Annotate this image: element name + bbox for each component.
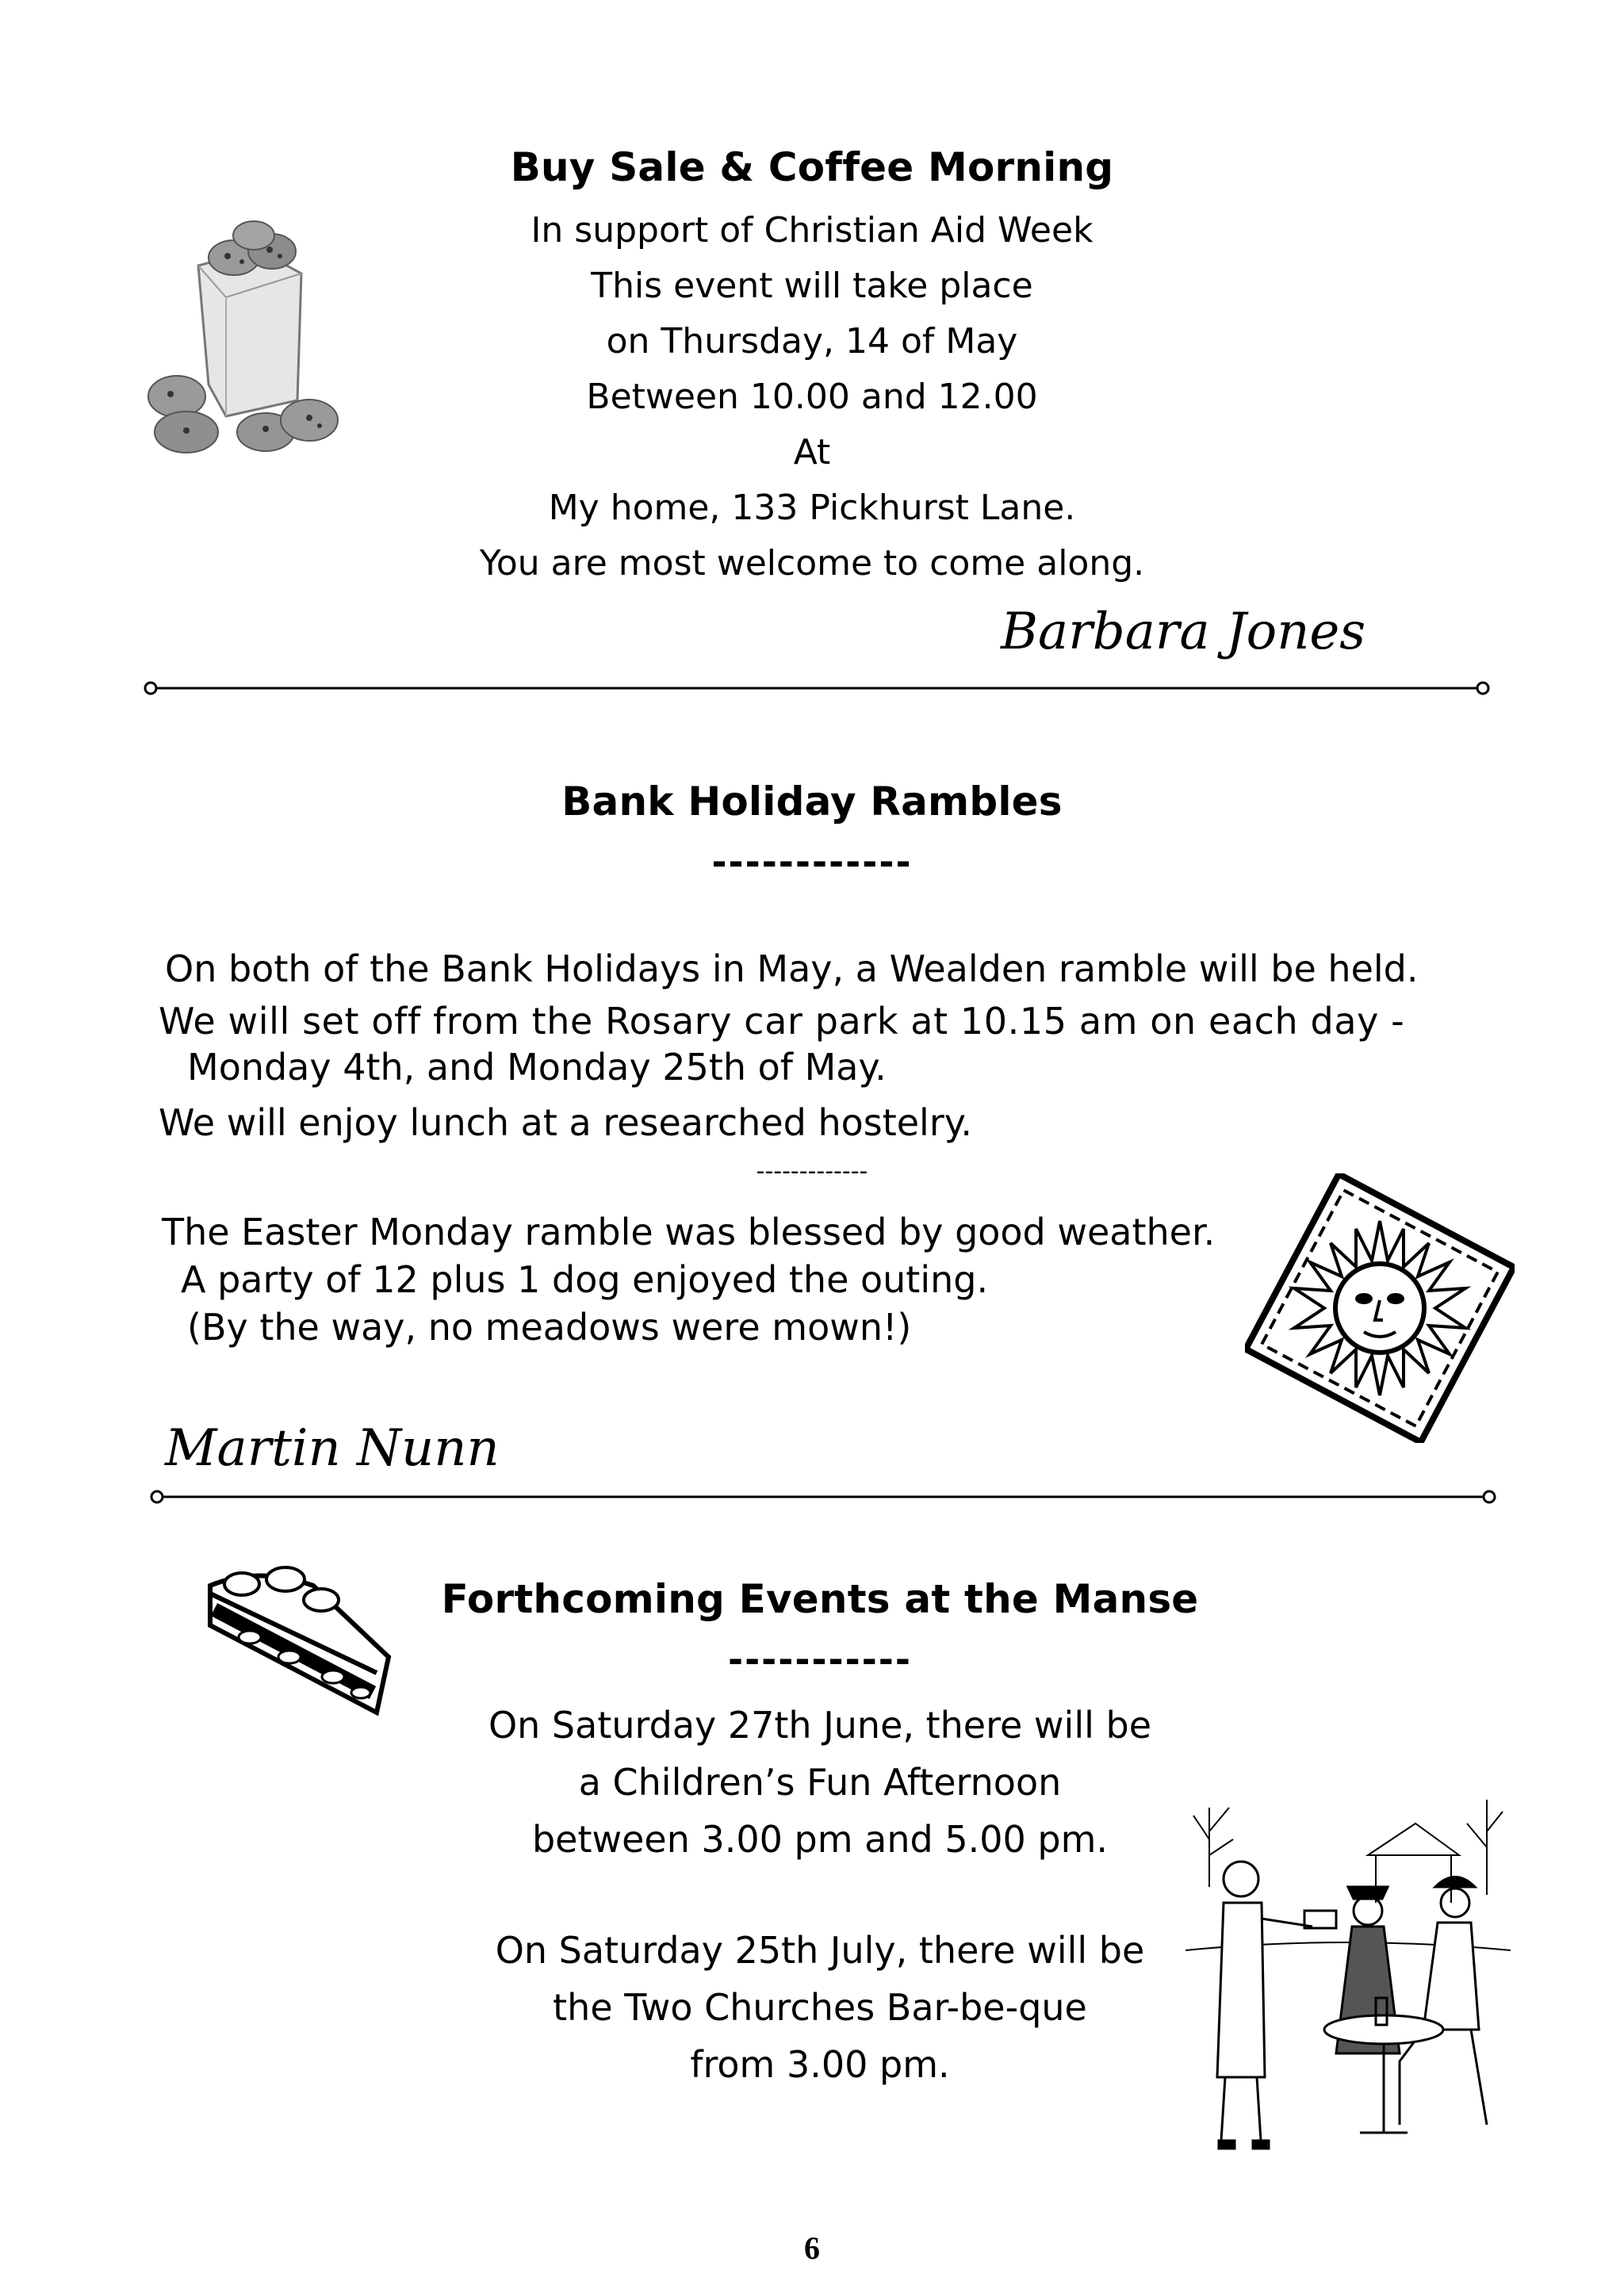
rambles-title-dashes: ------------ [711, 840, 913, 883]
manse-line: from 3.00 pm. [690, 2043, 950, 2086]
coffee-line: Between 10.00 and 12.00 [586, 377, 1038, 417]
signature-barbara-jones: Barbara Jones [1001, 603, 1366, 661]
signature-martin-nunn: Martin Nunn [165, 1419, 500, 1478]
coffee-morning-title: Buy Sale & Coffee Morning [510, 144, 1114, 190]
manse-line: the Two Churches Bar-be-que [553, 1986, 1087, 2029]
coffee-line: At [793, 432, 831, 473]
manse-event-children [344, 1697, 1296, 1868]
cafe-scene-illustration [1185, 1792, 1511, 2168]
sun-woodcut-illustration [1245, 1173, 1515, 1443]
manse-line: On Saturday 27th June, there will be [488, 1704, 1152, 1747]
coffee-line: You are most welcome to come along. [479, 543, 1145, 584]
coffee-line: on Thursday, 14 of May [606, 321, 1018, 362]
rambles-line: Monday 4th, and Monday 25th of May. [187, 1046, 887, 1089]
manse-title-dashes: ----------- [727, 1638, 912, 1681]
section-divider [149, 1481, 1497, 1513]
rambles-separator: ------------- [756, 1158, 868, 1185]
rambles-title: Bank Holiday Rambles [561, 779, 1063, 825]
manse-event-barbecue [344, 1922, 1296, 2093]
manse-line: a Children’s Fun Afternoon [578, 1761, 1062, 1804]
coffee-line: In support of Christian Aid Week [530, 210, 1094, 251]
rambles-line: On both of the Bank Holidays in May, a Wealden ramble will be held. [165, 947, 1419, 990]
easter-line: The Easter Monday ramble was blessed by good weather. [162, 1211, 1216, 1253]
easter-line: (By the way, no meadows were mown!) [187, 1306, 912, 1349]
coffee-line: This event will take place [591, 266, 1033, 306]
coffee-line: My home, 133 Pickhurst Lane. [548, 488, 1076, 528]
rambles-line: We will set off from the Rosary car park at 10.15 am on each day - [159, 1000, 1405, 1043]
manse-line: between 3.00 pm and 5.00 pm. [531, 1818, 1109, 1861]
rambles-line: We will enjoy lunch at a researched hostelry. [159, 1101, 973, 1144]
manse-line: On Saturday 25th July, there will be [495, 1929, 1145, 1972]
easter-line: A party of 12 plus 1 dog enjoyed the outing. [181, 1258, 989, 1301]
manse-title: Forthcoming Events at the Manse [441, 1576, 1199, 1622]
coffee-morning-body [336, 203, 1288, 591]
cookies-bag-illustration [139, 218, 345, 464]
page-number: 6 [804, 2230, 820, 2266]
section-divider [143, 672, 1491, 704]
